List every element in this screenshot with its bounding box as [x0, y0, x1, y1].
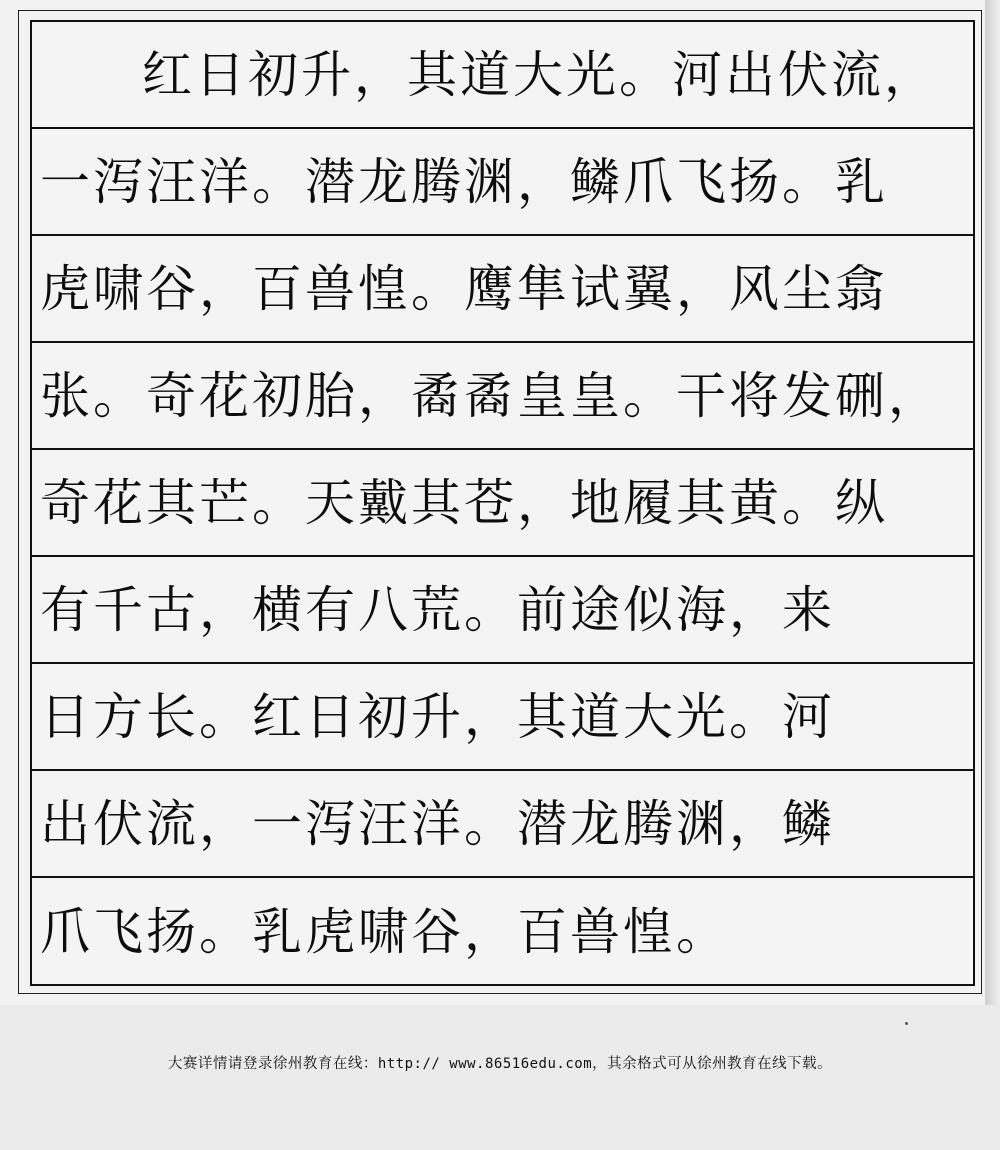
- handwriting-line: 奇花其芒。天戴其苍，地履其黄。纵: [32, 450, 973, 557]
- footer-note: [0, 1052, 1000, 1073]
- handwriting-line: 出伏流，一泻汪洋。潜龙腾渊，鳞: [32, 771, 973, 878]
- paper-edge-shadow: [985, 0, 1000, 1005]
- footer-suffix: ，其余格式可从徐州教育在线下载。: [592, 1056, 833, 1072]
- handwriting-line: 红日初升，其道大光。河出伏流，: [32, 22, 973, 129]
- paper-speck: [905, 1022, 908, 1025]
- handwriting-line: 有千古，横有八荒。前途似海，来: [32, 557, 973, 664]
- footer-url-link[interactable]: http:// www.86516edu.com: [377, 1056, 593, 1072]
- handwriting-line: 一泻汪洋。潜龙腾渊，鳞爪飞扬。乳: [32, 129, 973, 236]
- handwriting-line: 日方长。红日初升，其道大光。河: [32, 664, 973, 771]
- handwriting-line: 虎啸谷，百兽惶。鹰隼试翼，风尘翕: [32, 236, 973, 343]
- handwriting-grid: [30, 20, 975, 986]
- handwriting-line: 爪飞扬。乳虎啸谷，百兽惶。: [40, 902, 729, 961]
- handwriting-line: 张。奇花初胎，矞矞皇皇。干将发硎，: [32, 343, 973, 450]
- footer-prefix: 大赛详情请登录徐州教育在线：: [167, 1056, 378, 1072]
